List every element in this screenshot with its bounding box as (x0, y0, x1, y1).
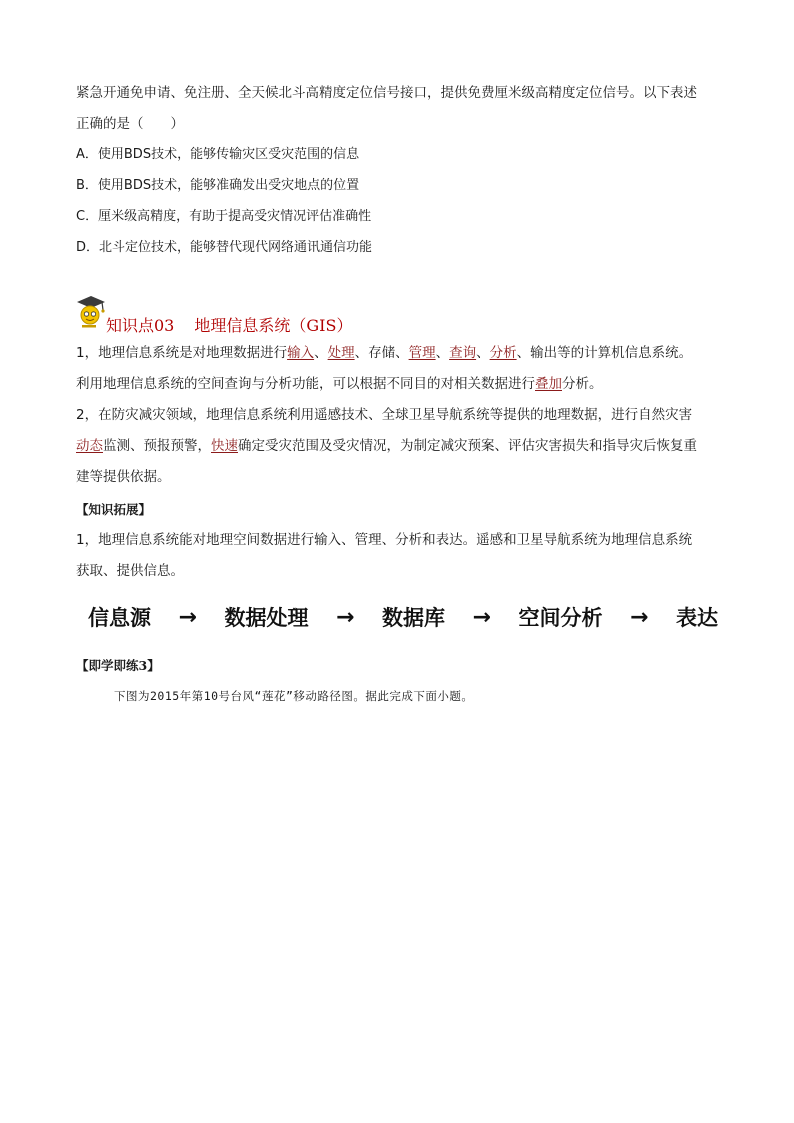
keyword-dynamic: 动态 (76, 438, 103, 454)
gis-flow-diagram (88, 599, 718, 635)
keyword-query: 查询 (449, 345, 477, 361)
keyword-process: 处理 (327, 345, 355, 361)
kp-paragraph-1b (76, 375, 726, 393)
knowledge-point-label: 知识点03 (106, 316, 175, 335)
extension-heading: 【知识拓展】 (76, 502, 152, 517)
text-span: 利用地理信息系统的空间查询与分析功能，可以根据不同目的对相关数据进行 (76, 376, 535, 392)
arrow-right-icon: → (630, 604, 649, 630)
question-stem-line-1: 紧急开通免申请、免注册、全天候北斗高精度定位信号接口，提供免费厘米级高精度定位信号。以下表述 (76, 85, 697, 101)
practice-heading: 【即学即练3】 (76, 658, 160, 673)
flow-step-source: 信息源 (88, 606, 151, 630)
keyword-overlay: 叠加 (535, 376, 562, 392)
question-stem-line-2: 正确的是（ ） (76, 116, 184, 132)
option-d: D．北斗定位技术，能够替代现代网络通讯通信功能 (76, 240, 373, 255)
keyword-input: 输入 (287, 345, 315, 361)
kp-paragraph-1 (76, 344, 726, 362)
option-b: B．使用BDS技术，能够准确发出受灾地点的位置 (76, 178, 360, 193)
text-span: 1，地理信息系统是对地理数据进行 (76, 345, 288, 361)
text-span: 、存储、 (354, 345, 409, 361)
flow-step-processing: 数据处理 (224, 606, 309, 630)
text-span: 分析。 (562, 376, 603, 392)
keyword-manage: 管理 (408, 345, 436, 361)
knowledge-point-title: 地理信息系统（GIS） (194, 316, 353, 335)
kp-paragraph-2: 2，在防灾减灾领域，地理信息系统利用遥感技术、全球卫星导航系统等提供的地理数据，进行自然灾害 (76, 407, 693, 423)
text-span: 、 (476, 345, 490, 361)
flow-step-database: 数据库 (382, 606, 445, 630)
kp-paragraph-2b (76, 437, 726, 455)
extension-line-2: 获取、提供信息。 (76, 563, 184, 579)
practice-text: 下图为2015年第10号台风“莲花”移动路径图。据此完成下面小题。 (114, 689, 474, 703)
arrow-right-icon: → (336, 604, 355, 630)
text-span: 确定受灾范围及受灾情况，为制定减灾预案、评估灾害损失和指导灾后恢复重 (238, 438, 697, 454)
flow-step-spatial-analysis: 空间分析 (518, 606, 603, 630)
keyword-fast: 快速 (211, 438, 238, 454)
arrow-right-icon: → (178, 604, 197, 630)
arrow-right-icon: → (472, 604, 491, 630)
extension-line-1: 1，地理信息系统能对地理空间数据进行输入、管理、分析和表达。遥感和卫星导航系统为地理信息系统 (76, 532, 693, 548)
kp-paragraph-2c: 建等提供依据。 (76, 469, 171, 485)
scholar-cap-bulb-icon (74, 293, 108, 331)
text-span: 、 (314, 345, 328, 361)
option-c: C．厘米级高精度，有助于提高受灾情况评估准确性 (76, 209, 372, 224)
text-span: 监测、预报预警， (103, 438, 211, 454)
text-span: 、输出等的计算机信息系统。 (516, 345, 693, 361)
keyword-analyze: 分析 (489, 345, 517, 361)
text-span: 、 (435, 345, 450, 361)
knowledge-point-heading (104, 313, 352, 336)
option-a: A．使用BDS技术，能够传输灾区受灾范围的信息 (76, 147, 360, 162)
flow-step-output: 表达 (676, 606, 718, 630)
